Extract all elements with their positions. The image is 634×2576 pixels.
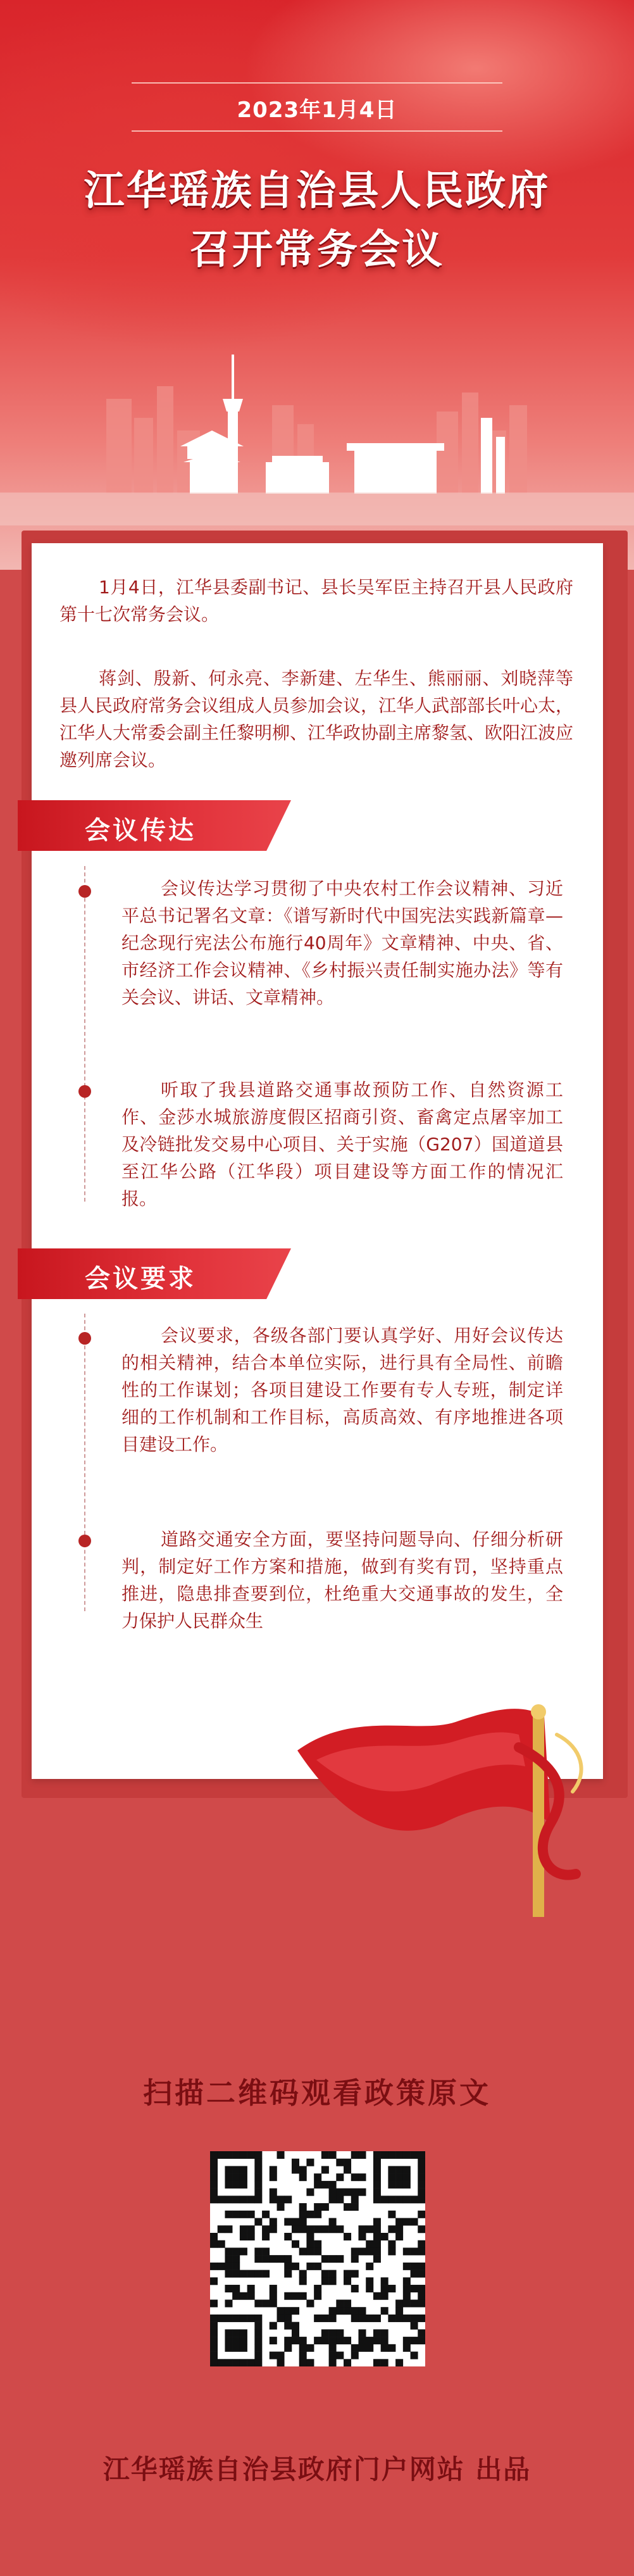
intro-paragraph-1: 1月4日，江华县委副书记、县长吴军臣主持召开县人民政府第十七次常务会议。: [59, 577, 573, 625]
publish-date: 2023年1月4日: [237, 97, 397, 123]
timeline-line: [84, 866, 85, 1202]
qr-code[interactable]: [210, 2151, 425, 2366]
intro-paragraph-2: 蒋剑、殷新、何永亮、李新建、左华生、熊丽丽、刘晓萍等县人民政府常务会议组成人员参加会议，江华人武部部长叶心太，江华人大常委会副主任黎明柳、江华政协副主席黎氢、欧阳江波应邀列席会议。: [59, 668, 574, 770]
section-title-requirements: 会议要求: [85, 1264, 196, 1293]
section-title-conveyance: 会议传达: [85, 816, 196, 845]
timeline-dot: [78, 1085, 91, 1098]
page-title-line1: 江华瑶族自治县人民政府: [84, 168, 550, 215]
timeline-line: [84, 1314, 85, 1611]
timeline-dot: [78, 1535, 91, 1547]
qr-caption: 扫描二维码观看政策原文: [143, 2076, 491, 2110]
qr-code-icon: [210, 2151, 425, 2366]
section1-item-2: 听取了我县道路交通事故预防工作、自然资源工作、金莎水城旅游度假区招商引资、畜禽定点屠宰加工及冷链批发交易中心项目、关于实施（G207）国道道县至江华公路（江华段）项目建设等方面工作的情况汇报。: [121, 1079, 563, 1209]
timeline-dot: [78, 885, 91, 898]
section2-item-2: 道路交通安全方面，要坚持问题导向、仔细分析研判，制定好工作方案和措施，做到有奖有罚，坚持重点推进，隐患排查要到位，杜绝重大交通事故的发生，全力保护人民群众生: [121, 1529, 563, 1631]
city-skyline-illustration: [0, 342, 634, 525]
bottom-rule: [132, 130, 502, 132]
header-banner: [0, 0, 634, 570]
page-title-line2: 召开常务会议: [190, 227, 444, 273]
section2-item-1: 会议要求，各级各部门要认真学好、用好会议传达的相关精神，结合本单位实际，进行具有全局性、前瞻性的工作谋划；各项目建设工作要有专人专班，制定详细的工作机制和工作目标，高质高效、有序地推进各项目建设工作。: [121, 1325, 563, 1455]
publisher-credit: 江华瑶族自治县政府门户网站 出品: [103, 2454, 531, 2485]
timeline-dot: [78, 1332, 91, 1345]
top-rule: [132, 82, 502, 84]
section1-item-1: 会议传达学习贯彻了中央农村工作会议精神、习近平总书记署名文章：《谱写新时代中国宪法实践新篇章—纪念现行宪法公布施行40周年》文章精神、中央、省、市经济工作会议精神、《乡村振兴责任制实施办法》等有关会议、讲话、文章精神。: [121, 878, 563, 1008]
